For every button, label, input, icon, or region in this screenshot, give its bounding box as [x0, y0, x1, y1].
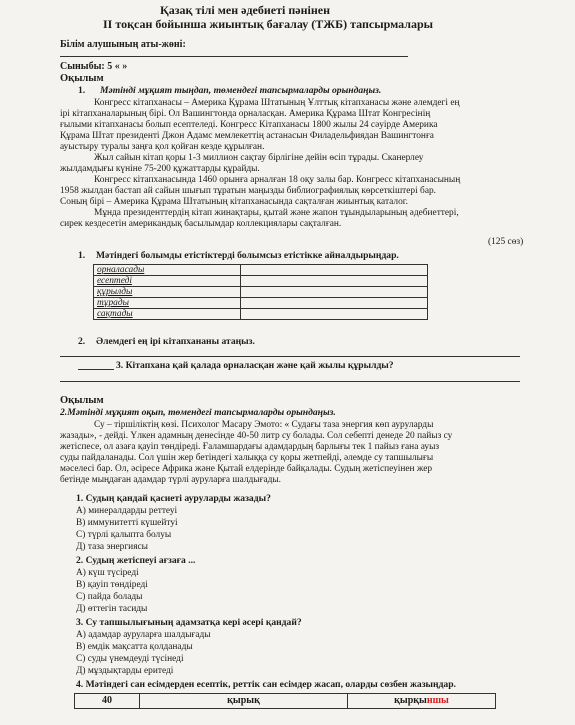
- verb-cell: есептеді: [94, 276, 241, 287]
- table-row: [75, 694, 496, 709]
- s2-q4-text: 4. Мәтіндегі сан есімдерден есептік, реттік сан есімдер жасап, оларды сөзбен жазыңдар.: [76, 679, 456, 690]
- section2-task-title: 2.Мәтінді мұқият оқып, төмендегі тапсырмаларды орындаңыз.: [60, 407, 336, 418]
- table-row: [94, 276, 428, 287]
- section1-task-number: 1.: [78, 85, 86, 96]
- answer-option[interactable]: С) түрлі қалыпта болуы: [76, 530, 172, 540]
- answer-option[interactable]: А) күш түсіреді: [76, 568, 139, 578]
- text-line: суды пайдаланады. Сол үшін жер бетіндегі халыққа су қоры жетпейді, әлемде су тапшылығы: [60, 453, 434, 463]
- text-line: Жыл сайын кітап қоры 1-3 миллион сақтау бірлігіне дейін өсіп тұрады. Сканерлеу: [94, 153, 424, 163]
- answer-option[interactable]: Д) өттегін тасиды: [76, 604, 148, 614]
- s1-q2-number: 2.: [78, 336, 86, 347]
- answer-cell[interactable]: [241, 298, 428, 309]
- text-line: Су – тіршіліктің көзі. Психолог Масару Эмото: « Судағы таза энергия көп ауруларды: [94, 420, 434, 430]
- verb-cell: тұрады: [94, 298, 241, 309]
- s2-q2-text: 2. Судың жетіспеуі ағзаға ...: [76, 555, 196, 566]
- s1-q2-text: Әлемдегі ең ірі кітапхананы атаңыз.: [96, 336, 255, 347]
- text-line: жетіспесе, ол азаға қауіп төндіреді. Ғаламшардағы адамдардың барлығы тек 1 пайыз ғана ауыз: [60, 442, 440, 452]
- number-cell: 40: [75, 694, 140, 709]
- doc-title-subject: Қазақ тілі мен әдебиеті пәнінен: [160, 3, 330, 17]
- answer-option[interactable]: А) адамдар ауруларға шалдығады: [76, 630, 211, 640]
- answer-option[interactable]: С) пайда болады: [76, 592, 143, 602]
- answer-option[interactable]: В) иммунитетті күшейтуі: [76, 518, 178, 528]
- text-line: сирек кездесетін американдық басылымдар коллекциялары сақталған.: [60, 219, 342, 229]
- text-line: Конгресс кітапханасында 1460 орынға арналған 18 оқу залы бар. Конгресс кітапханасының: [94, 175, 461, 185]
- ordinal-suffix: ншы: [426, 695, 449, 706]
- answer-option[interactable]: Д) мұздықтарды еритеді: [76, 666, 174, 676]
- text-line: ірі кітапханаларының бірі. Ол Вашингтонда орналасқан. Америка Құрама Штат Конгресінің: [60, 109, 431, 119]
- answer-cell[interactable]: [241, 265, 428, 276]
- cardinal-cell: қырық: [140, 694, 348, 709]
- text-line: мәселесі бар. Ол, әсіресе Африка және Қытай елдерінде байқалады. Судың жетіспеуінен жер: [60, 464, 433, 474]
- doc-title-assessment: II тоқсан бойынша жиынтық бағалау (ТЖБ) тапсырмалары: [103, 17, 434, 31]
- ordinal-text: [394, 695, 449, 706]
- s1-q3-text: 3. Кітапхана қай қалада орналасқан және қай жылы құрылды?: [116, 360, 394, 371]
- verb-cell: сақтады: [94, 309, 241, 320]
- answer-cell[interactable]: [241, 287, 428, 298]
- text-line: Конгресс кітапханасы – Америка Құрама Штатының Ұлттық кітапханасы және әлемдегі ең: [94, 98, 460, 108]
- answer-cell[interactable]: [241, 309, 428, 320]
- text-line: 1958 жылдан бастап ай сайын шығып тұратын маңызды библиографиялық көрсеткіштері бар.: [60, 186, 437, 196]
- ordinal-stem: қырқы: [394, 695, 427, 706]
- answer-option[interactable]: С) суды үнемдеуді түсінеді: [76, 654, 184, 664]
- text-line: жылдамдығы күніне 75-200 құжаттарды құрайды.: [60, 164, 260, 174]
- class-label: Сыныбы: 5 « »: [60, 61, 128, 72]
- answer-option[interactable]: А) минералдарды реттеуі: [76, 506, 178, 516]
- text-line: бетінде мыңдаған адамдар түрлі ауруларға шалдығады.: [60, 475, 282, 485]
- answer-option[interactable]: Д) таза энергиясы: [76, 542, 148, 552]
- answer-option[interactable]: В) емдік мақсатта қолданады: [76, 642, 193, 652]
- s1-q1-number: 1.: [78, 250, 86, 261]
- text-line: ауыстыру туралы заңға қол қойған кезде құрылған.: [60, 142, 265, 152]
- student-name-line[interactable]: [60, 56, 408, 57]
- answer-line-short[interactable]: [78, 369, 114, 370]
- word-count: (125 сөз): [488, 237, 524, 247]
- text-line: Құрама Штат президенті Джон Адамс мемлекеттің астанасын Филадельфиядан Вашингтонға: [60, 131, 434, 141]
- answer-line[interactable]: [60, 381, 520, 382]
- table-row: [94, 298, 428, 309]
- table-row: [94, 265, 428, 276]
- answer-option[interactable]: В) қауіп төндіреді: [76, 580, 148, 590]
- section1-task-title: Мәтінді мұқият тыңдап, төмендегі тапсырмаларды орындаңыз.: [100, 85, 382, 96]
- text-line: ғылыми кітапханасы болып есептеледі. Конгресс Кітапханасы 1800 жылы 24 сәуірде Америка: [60, 120, 438, 130]
- answer-line[interactable]: [60, 356, 520, 357]
- numeral-table: [74, 693, 496, 709]
- s2-q3-text: 3. Су тапшылығының адамзатқа кері әсері қандай?: [76, 617, 302, 628]
- verb-cell: орналасады: [94, 265, 241, 276]
- ordinal-cell: [348, 694, 496, 709]
- section2-heading: Оқылым: [60, 395, 104, 406]
- s2-q1-text: 1. Судың қандай қасиеті ауруларды жазады?: [76, 493, 271, 504]
- text-line: Мұнда президенттердің кітап жинақтары, қытай және жапон тұындыларының әдебиеттері,: [94, 208, 459, 218]
- answer-cell[interactable]: [241, 276, 428, 287]
- text-line: Соның бірі – Америка Құрама Штатының кітапханасында сақталған жиынтық каталог.: [60, 197, 408, 207]
- verb-conversion-table: [93, 264, 428, 320]
- s1-q1-text: Мәтіндегі болымды етістіктерді болымсыз етістікке айналдырыңдар.: [96, 250, 399, 261]
- student-name-label: Білім алушының аты-жөні:: [60, 39, 186, 50]
- verb-cell: құрылды: [94, 287, 241, 298]
- section1-heading: Оқылым: [60, 73, 104, 84]
- text-line: жазады», - дейді. Үлкен адамның денесінде 40-50 литр су болады. Сол себепті денеде 20 пайыз су: [60, 431, 453, 441]
- table-row: [94, 287, 428, 298]
- table-row: [94, 309, 428, 320]
